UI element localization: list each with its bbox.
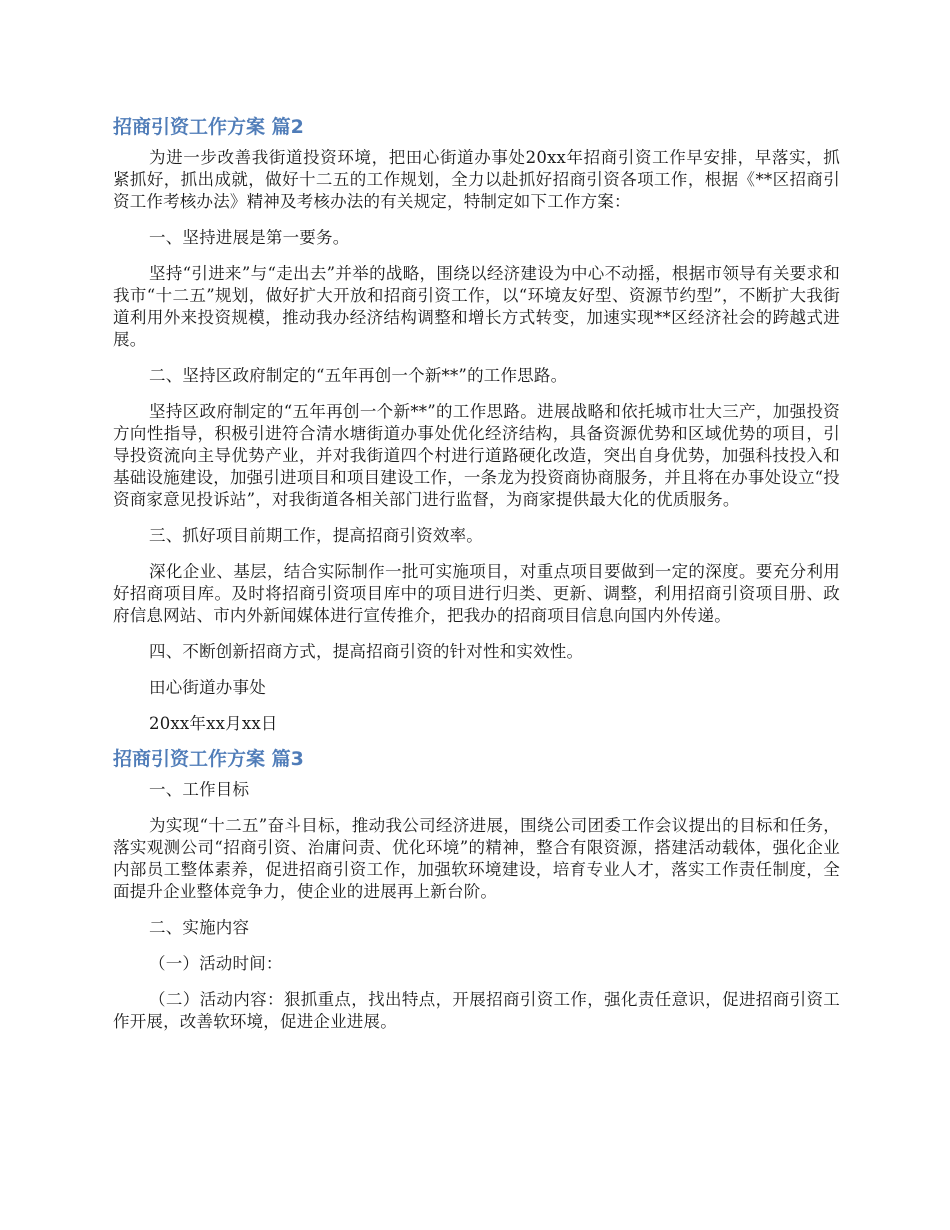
paragraph: 为实现“十二五”奋斗目标，推动我公司经济进展，围绕公司团委工作会议提出的目标和任务，落实观测公司“招商引资、治庸问责、优化环境”的精神，整合有限资源，搭建活动载体，强化企业内部员工整体素养，促进招商引资工作，加强软环境建设，培育专业人才，落实工作责任制度，全面提升企业整体竞争力，使企业的进展再上新台阶。 [113, 816, 840, 901]
paragraph: 三、抓好项目前期工作，提高招商引资效率。 [149, 526, 483, 545]
paragraph: 一、坚持进展是第一要务。 [149, 228, 350, 247]
signature-date: 20xx年xx月xx日 [149, 714, 278, 733]
paragraph: 为进一步改善我街道投资环境，把田心街道办事处20xx年招商引资工作早安排，早落实，抓紧抓好，抓出成就，做好十二五的工作规划，全力以赴抓好招商引资各项工作，根据《**区招商引资工作考核办法》精神及考核办法的有关规定，特制定如下工作方案： [113, 148, 840, 211]
paragraph: 二、坚持区政府制定的“五年再创一个新**”的工作思路。 [149, 366, 568, 385]
paragraph: 坚持“引进来”与“走出去”并举的战略，围绕以经济建设为中心不动摇，根据市领导有关要求和我市“十二五”规划，做好扩大开放和招商引资工作，以“环境友好型、资源节约型”，不断扩大我街道利用外来投资规模，推动我办经济结构调整和增长方式转变，加速实现**区经济社会的跨越式进展。 [113, 264, 840, 349]
paragraph: 坚持区政府制定的“五年再创一个新**”的工作思路。进展战略和依托城市壮大三产，加强投资方向性指导，积极引进符合清水塘街道办事处优化经济结构，具备资源优势和区域优势的项目，引导投资流向主导优势产业，并对我街道四个村进行道路硬化改造，突出自身优势，加强科技投入和基础设施建设，加强引进项目和项目建设工作，一条龙为投资商协商服务，并且将在办事处设立“投资商家意见投诉站”，对我街道各相关部门进行监督，为商家提供最大化的优质服务。 [113, 402, 840, 509]
paragraph: （二）活动内容：狠抓重点，找出特点，开展招商引资工作，强化责任意识，促进招商引资工作开展，改善软环境，促进企业进展。 [113, 990, 840, 1031]
paragraph: 深化企业、基层，结合实际制作一批可实施项目，对重点项目要做到一定的深度。要充分利用好招商项目库。及时将招商引资项目库中的项目进行归类、更新、调整，利用招商引资项目册、政府信息网站、市内外新闻媒体进行宣传推介，把我办的招商项目信息向国内外传递。 [113, 562, 840, 625]
section-2-heading: 招商引资工作方案 篇2 [113, 116, 304, 138]
paragraph: 二、实施内容 [149, 918, 250, 937]
paragraph: （一）活动时间： [149, 954, 283, 973]
document-page [113, 113, 840, 1033]
paragraph: 一、工作目标 [149, 780, 250, 799]
paragraph: 四、不断创新招商方式，提高招商引资的针对性和实效性。 [149, 642, 584, 661]
signature-org: 田心街道办事处 [149, 678, 266, 697]
section-3-heading: 招商引资工作方案 篇3 [113, 748, 304, 770]
